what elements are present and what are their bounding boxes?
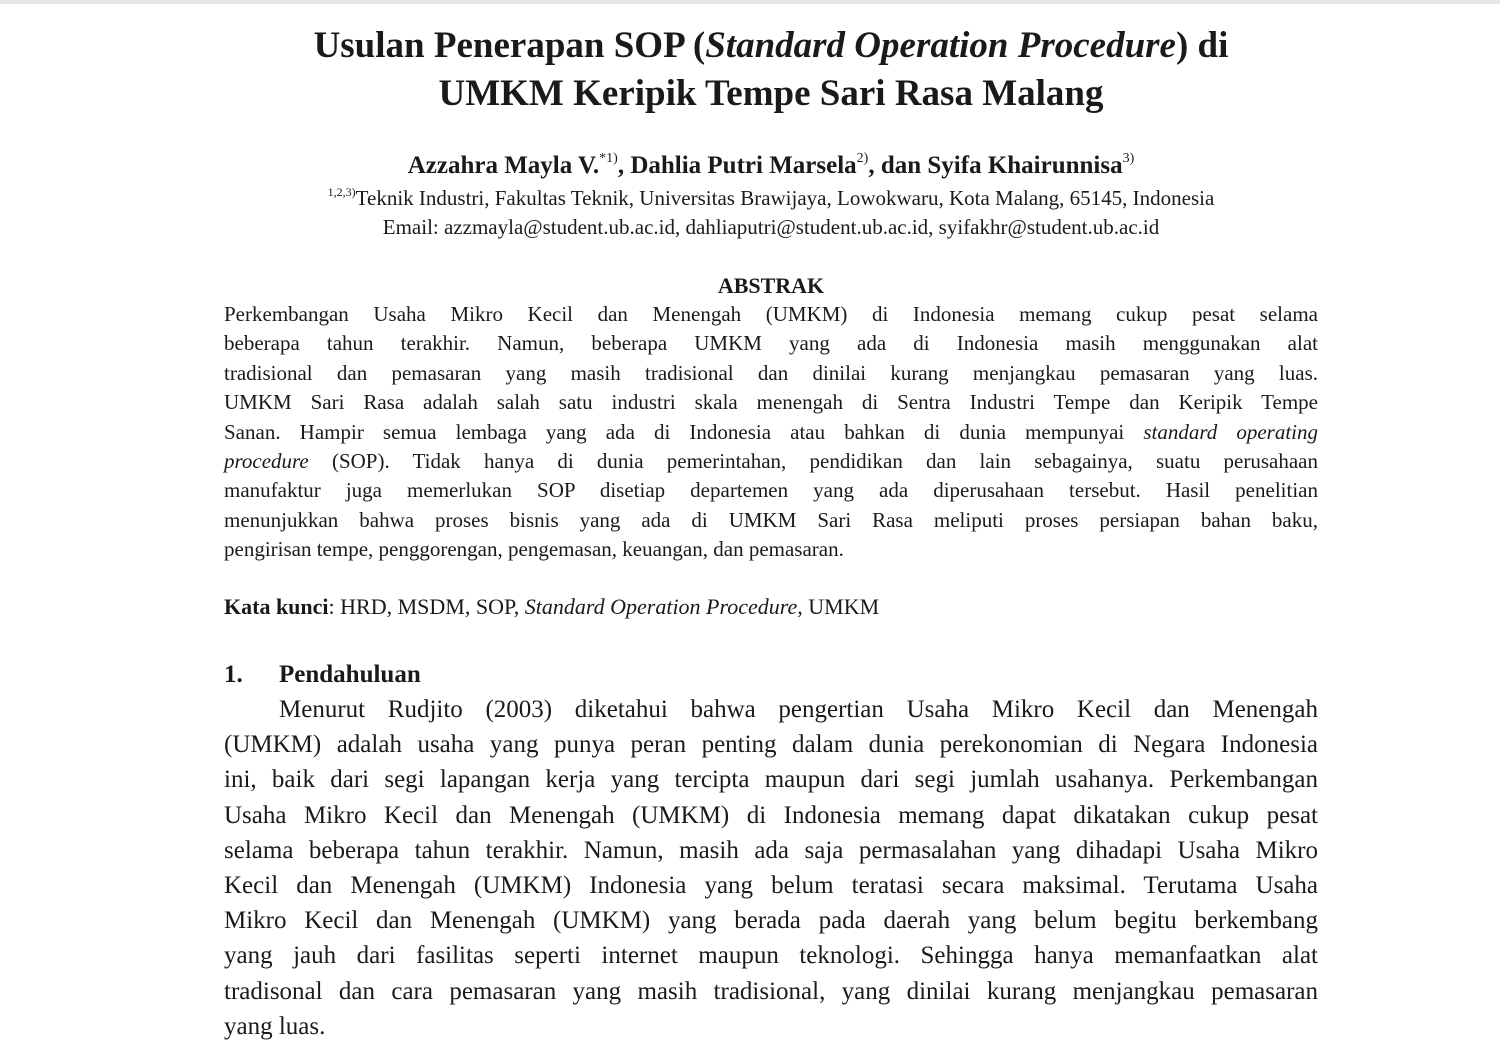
abstract-line: manufaktur juga memerlukan SOP disetiap departemen yang ada diperusahaan tersebut. Hasil penelitian [224, 478, 1318, 503]
section-heading [224, 657, 421, 693]
page-top-border [0, 0, 1500, 4]
intro-line: Mikro Kecil dan Menengah (UMKM) yang berada pada daerah yang belum begitu berkembang [224, 907, 1318, 935]
title-line-2: UMKM Keripik Tempe Sari Rasa Malang [438, 73, 1104, 114]
abstract-line [224, 418, 1318, 447]
abstract-line: tradisional dan pemasaran yang masih tradisional dan dinilai kurang menjangkau pemasaran yang luas. [224, 360, 1318, 385]
author-name: Syifa Khairunnisa [927, 152, 1123, 179]
author-mark: 2) [856, 151, 869, 166]
abstract-line [224, 447, 1318, 476]
abstract-line: UMKM Sari Rasa adalah salah satu industri skala menengah di Sentra Industri Tempe dan Keripik Tempe [224, 390, 1318, 415]
intro-line: Kecil dan Menengah (UMKM) Indonesia yang belum teratasi secara maksimal. Terutama Usaha [224, 872, 1318, 900]
keywords-text: : HRD, MSDM, SOP, [328, 594, 525, 619]
keywords-text: UMKM [802, 594, 880, 619]
keywords-italic: Standard Operation Procedure, [524, 594, 803, 619]
intro-line: Usaha Mikro Kecil dan Menengah (UMKM) di Indonesia memang dapat dikatakan cukup pesat [224, 801, 1318, 829]
author-mark: 3) [1122, 151, 1135, 166]
keywords-label: Kata kunci [224, 594, 329, 619]
author-separator: , [617, 152, 631, 179]
author-list [0, 148, 1500, 184]
intro-paragraph [224, 692, 1318, 1044]
intro-line: yang jauh dari fasilitas seperti internet maupun teknologi. Sehingga hanya memanfaatkan alat [224, 942, 1318, 970]
abstract-body [224, 300, 1318, 565]
abstract-italic-text: procedure [224, 449, 309, 474]
keywords [224, 591, 1318, 623]
title-text-b: ) di [1175, 25, 1229, 66]
abstract-line: menunjukkan bahwa proses bisnis yang ada di UMKM Sari Rasa meliputi proses persiapan bahan baku, [224, 507, 1318, 532]
title-line-1 [0, 22, 1500, 70]
intro-line: ini, baik dari segi lapangan kerja yang tercipta maupun dari segi jumlah usahanya. Perkembangan [224, 766, 1318, 794]
abstract-text: (SOP). Tidak hanya di dunia pemerintahan, pendidikan dan lain sebagainya, suatu perusahaan [308, 449, 1318, 474]
author-separator: , dan [868, 152, 928, 179]
author-name: Azzahra Mayla V. [407, 152, 600, 179]
author-mark: *1) [599, 151, 618, 166]
author-emails: Email: azzmayla@student.ub.ac.id, dahliaputri@student.ub.ac.id, syifakhr@student.ub.ac.id [382, 215, 1160, 239]
section-number: 1. [224, 661, 243, 688]
author-name: Dahlia Putri Marsela [630, 152, 857, 179]
abstract-line: beberapa tahun terakhir. Namun, beberapa UMKM yang ada di Indonesia masih menggunakan alat [224, 331, 1318, 356]
abstract-line: Perkembangan Usaha Mikro Kecil dan Menengah (UMKM) di Indonesia memang cukup pesat selama [224, 302, 1318, 326]
title-text-a: Usulan Penerapan SOP ( [313, 25, 706, 66]
affiliation-mark: 1,2,3) [327, 185, 356, 199]
paper-title [0, 22, 1500, 118]
abstract-italic-text: standard operating [1143, 419, 1318, 444]
affiliation-text: Teknik Industri, Fakultas Teknik, Universitas Brawijaya, Lowokwaru, Kota Malang, 65145, Indonesia [355, 186, 1215, 210]
intro-line: selama beberapa tahun terakhir. Namun, masih ada saja permasalahan yang dihadapi Usaha Mikro [224, 836, 1318, 864]
intro-line: Menurut Rudjito (2003) diketahui bahwa pengertian Usaha Mikro Kecil dan Menengah [279, 696, 1318, 723]
affiliation [0, 183, 1500, 213]
abstract-line: pengirisan tempe, penggorengan, pengemasan, keuangan, dan pemasaran. [224, 537, 844, 562]
title-italic-text: Standard Operation Procedure [705, 25, 1176, 66]
abstract-heading: ABSTRAK [717, 273, 825, 298]
intro-line: yang luas. [224, 1012, 326, 1040]
intro-line: (UMKM) adalah usaha yang punya peran penting dalam dunia perekonomian di Negara Indonesia [224, 731, 1318, 759]
intro-line: tradisonal dan cara pemasaran yang masih tradisional, yang dinilai kurang menjangkau pemasaran [224, 977, 1318, 1005]
section-title: Pendahuluan [279, 661, 421, 688]
abstract-text: Sanan. Hampir semua lembaga yang ada di Indonesia atau bahkan di dunia mempunyai [224, 419, 1125, 444]
